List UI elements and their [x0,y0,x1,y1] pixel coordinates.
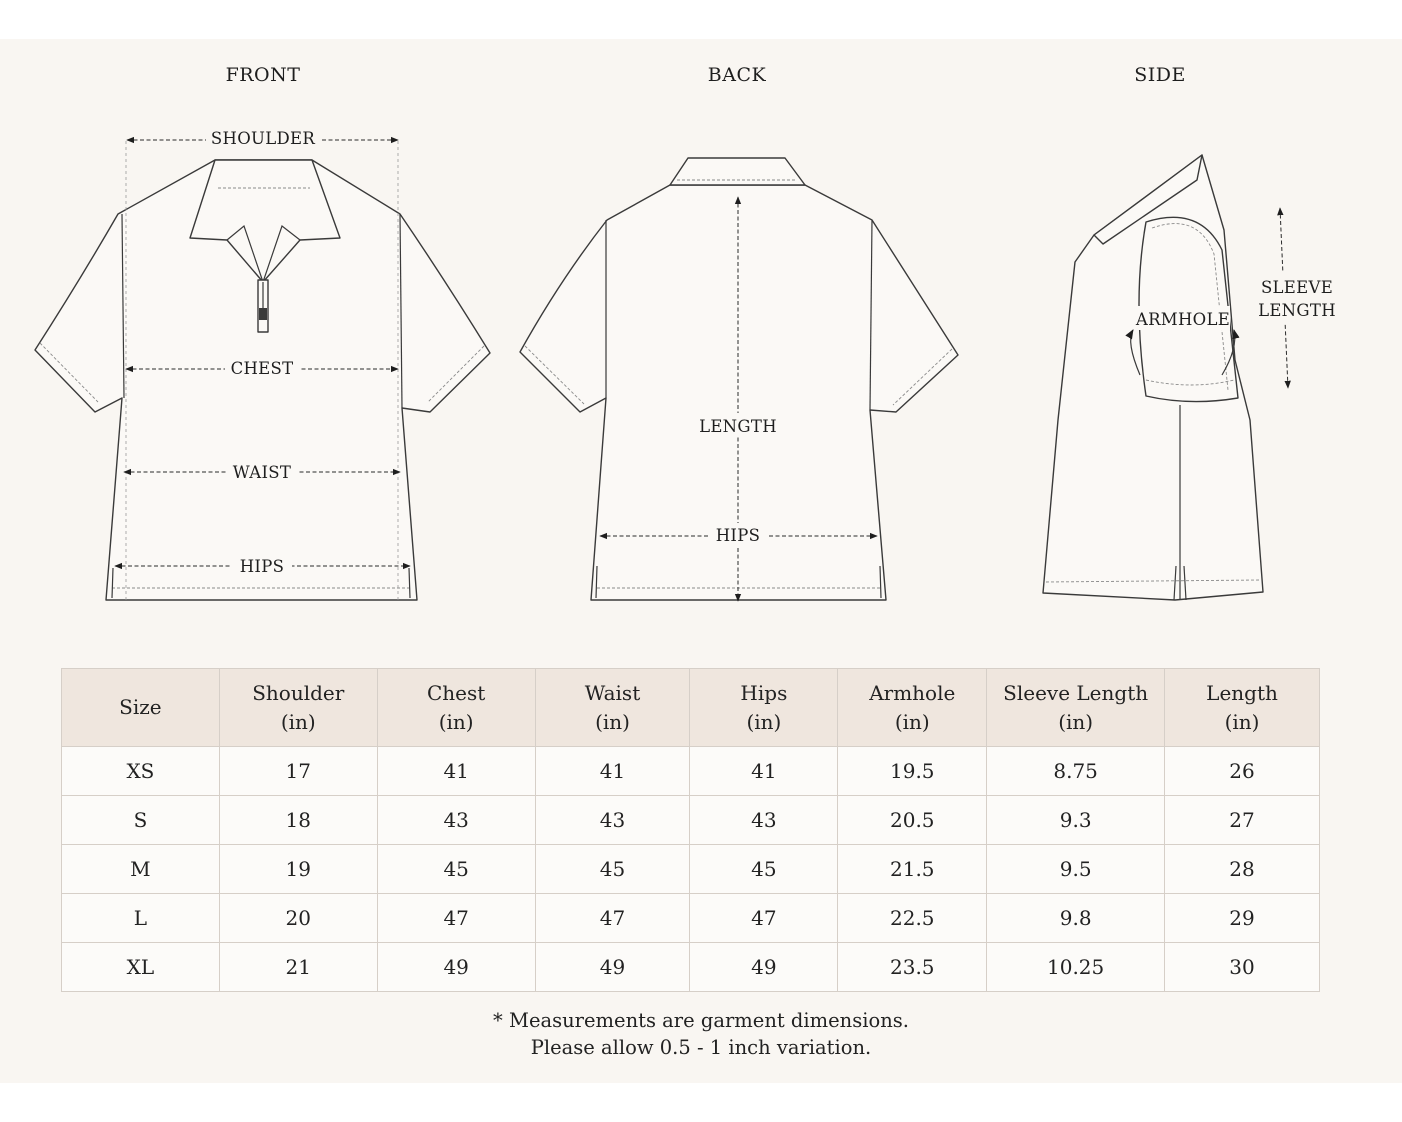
side-shirt-drawing [1043,155,1263,600]
table-cell: 43 [535,796,690,845]
table-cell: 9.8 [987,894,1165,943]
table-cell: 43 [377,796,535,845]
table-row [62,845,1320,894]
measurement-note: * Measurements are garment dimensions. [493,1009,909,1032]
table-cell: 9.3 [987,796,1165,845]
table-cell: 22.5 [838,894,987,943]
table-cell: 27 [1165,796,1320,845]
table-cell: 41 [690,747,838,796]
front-view-title: FRONT [225,64,301,86]
table-cell: 20 [219,894,377,943]
table-cell: 41 [377,747,535,796]
variation-note: Please allow 0.5 - 1 inch variation. [530,1036,872,1059]
table-cell: 30 [1165,943,1320,992]
table-cell: 8.75 [987,747,1165,796]
length-label: LENGTH [699,417,777,436]
table-cell: 9.5 [987,845,1165,894]
table-cell: 45 [535,845,690,894]
table-cell: 19.5 [838,747,987,796]
column-header: Shoulder (in) [219,669,377,747]
table-cell: 43 [690,796,838,845]
table-cell: 18 [219,796,377,845]
table-cell: XL [62,943,220,992]
shoulder-label: SHOULDER [210,129,316,148]
table-cell: 10.25 [987,943,1165,992]
table-cell: 26 [1165,747,1320,796]
back-view-title: BACK [707,64,767,86]
table-cell: S [62,796,220,845]
column-header: Length (in) [1165,669,1320,747]
table-row [62,796,1320,845]
table-cell: 28 [1165,845,1320,894]
table-header-row [62,669,1320,747]
table-cell: XS [62,747,220,796]
table-cell: M [62,845,220,894]
sleeve-length-label-line1: SLEEVE [1260,278,1334,297]
table-cell: 45 [377,845,535,894]
table-cell: 47 [377,894,535,943]
column-header: Armhole (in) [838,669,987,747]
hips-label-front: HIPS [239,557,285,576]
table-cell: 47 [690,894,838,943]
column-header: Chest (in) [377,669,535,747]
table-cell: 23.5 [838,943,987,992]
table-cell: 20.5 [838,796,987,845]
table-cell: 49 [535,943,690,992]
hips-label-back: HIPS [715,526,761,545]
waist-label: WAIST [232,463,292,482]
table-cell: L [62,894,220,943]
table-cell: 41 [535,747,690,796]
table-cell: 21 [219,943,377,992]
table-cell: 19 [219,845,377,894]
column-header: Hips (in) [690,669,838,747]
table-cell: 49 [690,943,838,992]
table-cell: 17 [219,747,377,796]
sleeve-length-label-line2: LENGTH [1258,301,1336,320]
table-cell: 29 [1165,894,1320,943]
side-view-title: SIDE [1134,64,1186,86]
table-cell: 49 [377,943,535,992]
table-cell: 45 [690,845,838,894]
armhole-label: ARMHOLE [1135,310,1231,329]
column-header: Waist (in) [535,669,690,747]
table-cell: 47 [535,894,690,943]
chest-label: CHEST [230,359,294,378]
size-chart-table [61,668,1320,992]
column-header: Size [62,669,220,747]
table-cell: 21.5 [838,845,987,894]
table-row [62,943,1320,992]
column-header: Sleeve Length (in) [987,669,1165,747]
table-row [62,747,1320,796]
table-row [62,894,1320,943]
